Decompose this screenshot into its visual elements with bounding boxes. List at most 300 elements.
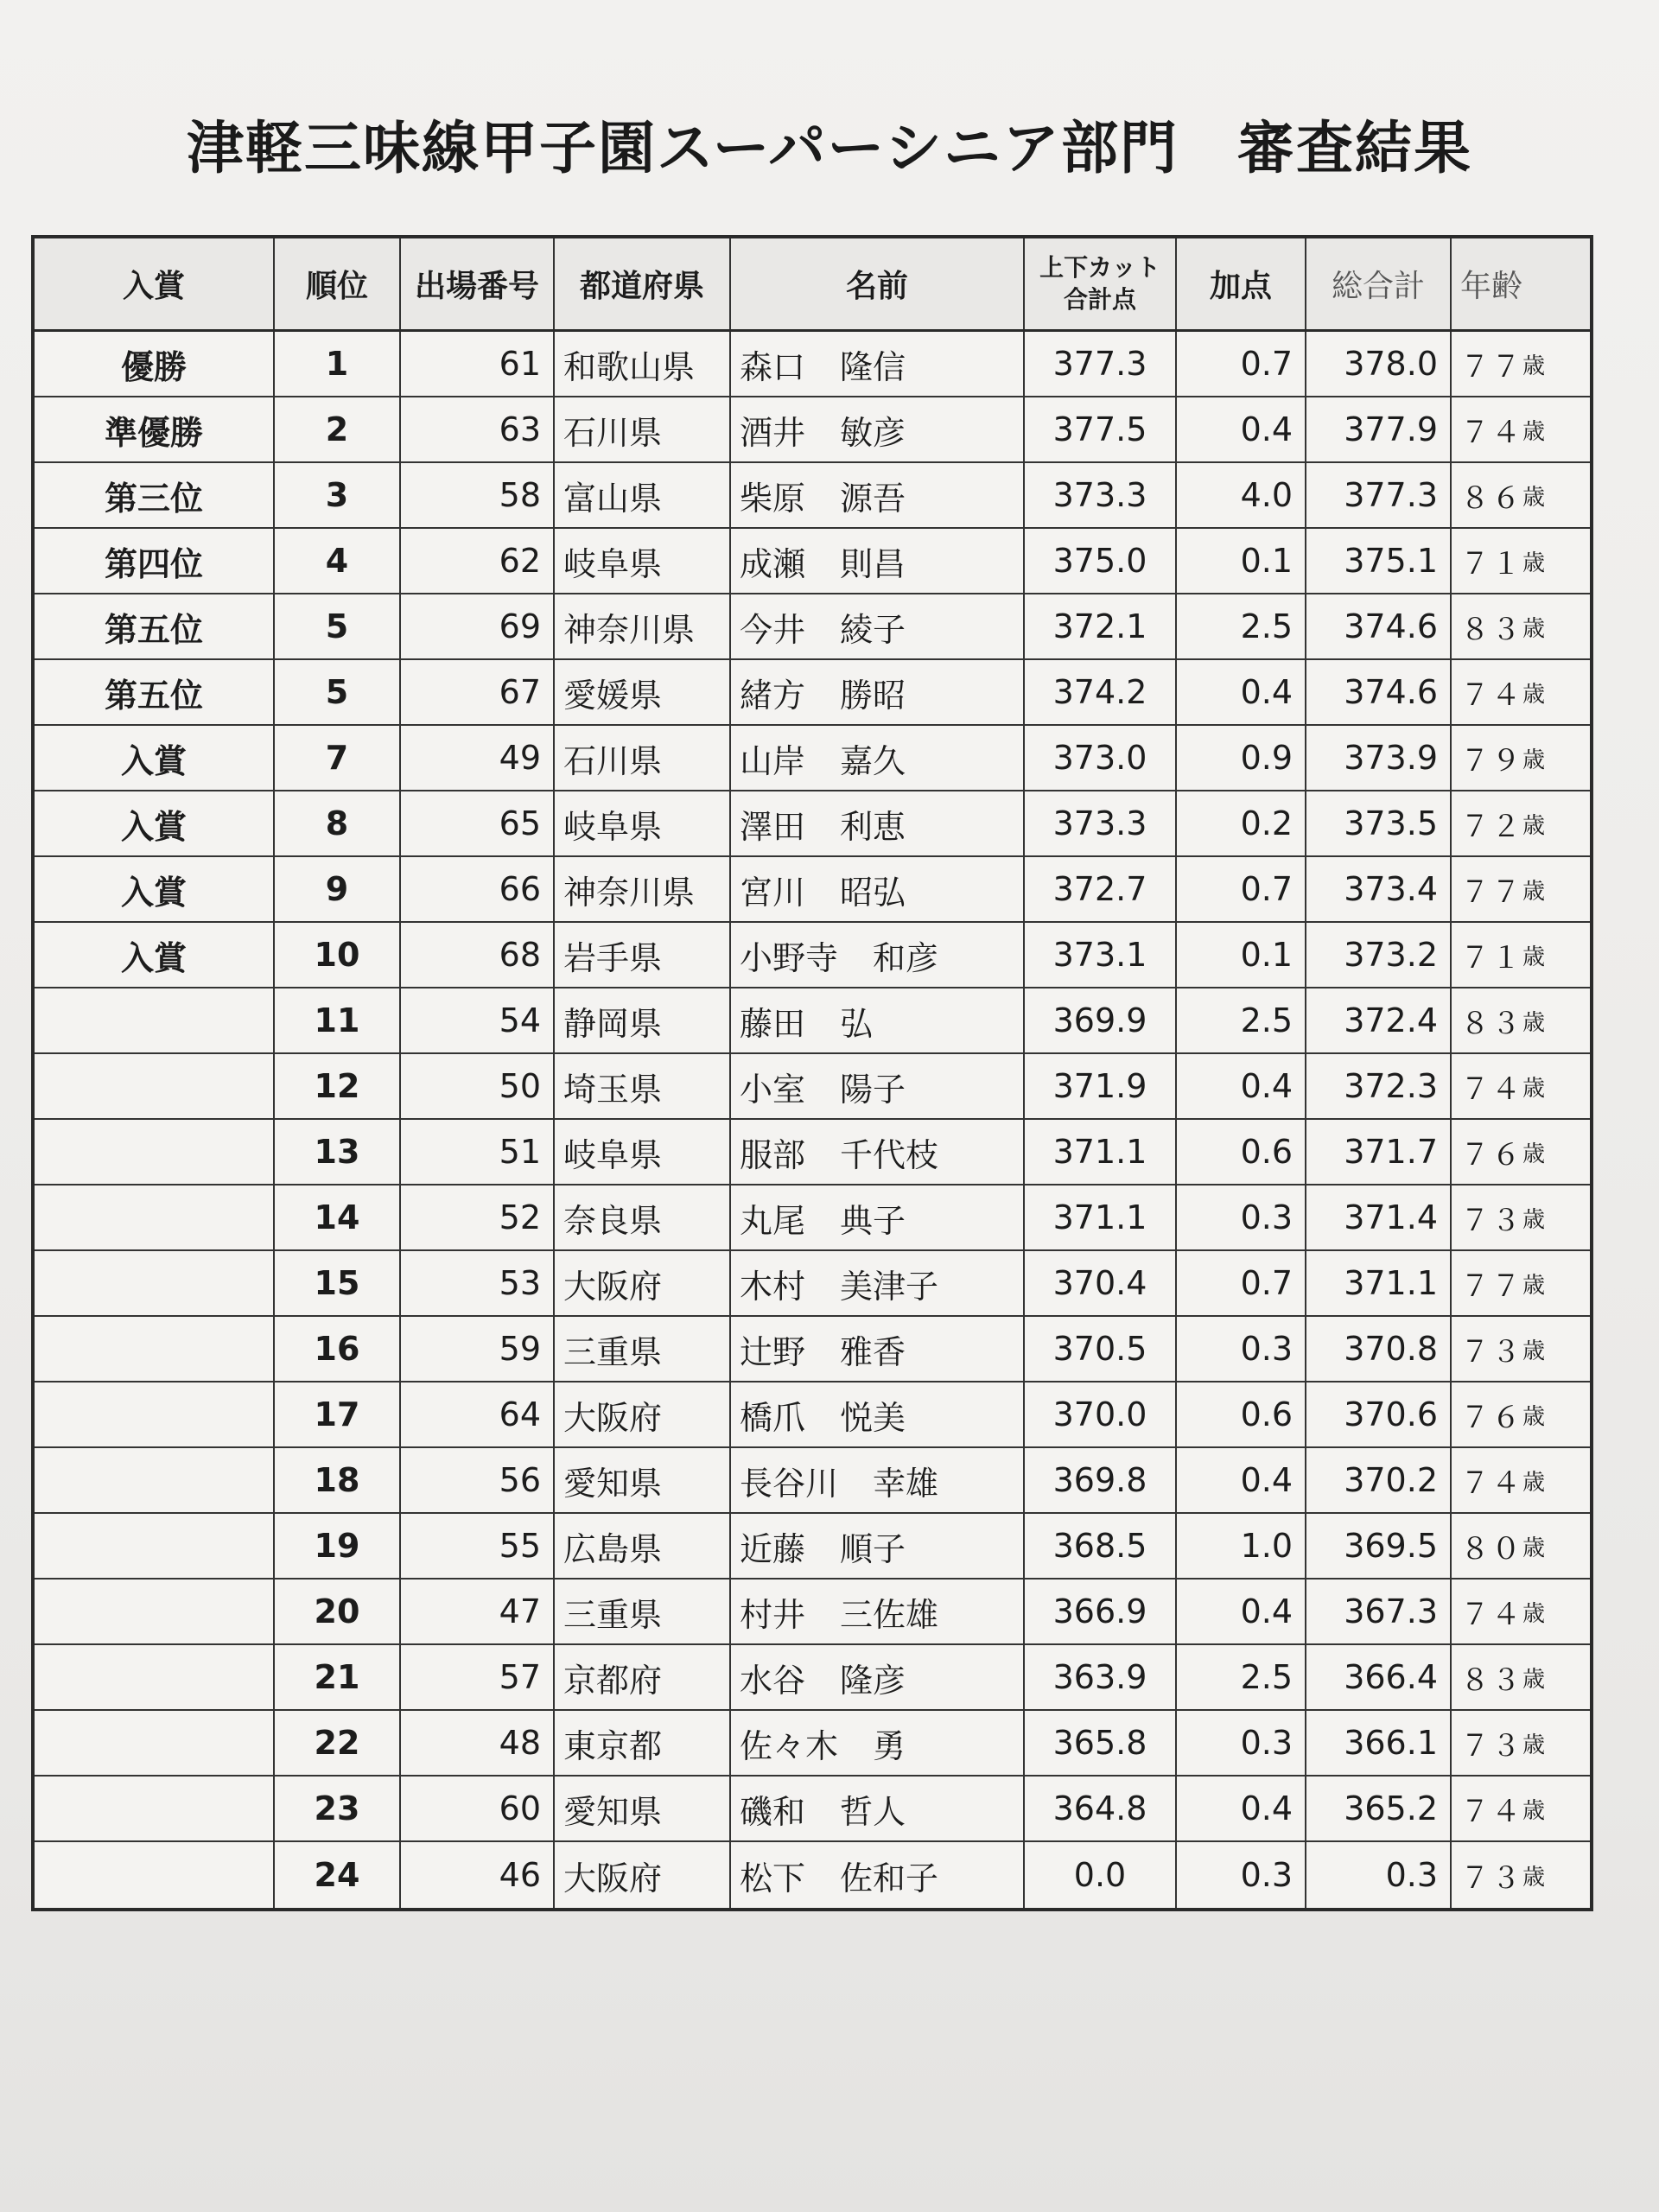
given-name: 和彦: [873, 938, 939, 977]
age-cell: [1452, 1514, 1590, 1578]
age-unit: 歳: [1522, 418, 1548, 445]
award-cell: [35, 1054, 275, 1118]
age-value: ７３: [1460, 1860, 1522, 1896]
age-cell: [1452, 1185, 1590, 1249]
bonus-cell: 0.1: [1177, 923, 1306, 987]
family-name: 宮川: [740, 873, 806, 912]
entry-no-cell: 47: [401, 1580, 555, 1643]
table-row: [35, 1645, 1590, 1711]
entry-no-cell: 69: [401, 594, 555, 658]
total-cell: 370.8: [1306, 1317, 1452, 1381]
family-name: 水谷: [740, 1661, 806, 1700]
age-cell: [1452, 463, 1590, 527]
age-cell: [1452, 791, 1590, 855]
age-cell: [1452, 1251, 1590, 1315]
given-name: 敏彦: [840, 413, 906, 452]
age-value: ７１: [1460, 546, 1522, 582]
prefecture-cell: 愛知県: [555, 1448, 731, 1512]
given-name: 則昌: [840, 544, 906, 583]
age-value: ８０: [1460, 1531, 1522, 1567]
entry-no-cell: 62: [401, 529, 555, 593]
name-cell: [731, 1842, 1025, 1908]
rank-cell: 11: [275, 988, 401, 1052]
award-cell: 第五位: [35, 660, 275, 724]
total-cell: 0.3: [1306, 1842, 1452, 1908]
prefecture-cell: 広島県: [555, 1514, 731, 1578]
age-unit: 歳: [1522, 1403, 1548, 1430]
family-name: 村井: [740, 1595, 806, 1634]
age-value: ７４: [1460, 1071, 1522, 1107]
table-row: [35, 1711, 1590, 1777]
name-cell: [731, 1514, 1025, 1578]
name-cell: [731, 1251, 1025, 1315]
prefecture-cell: 岐阜県: [555, 791, 731, 855]
prefecture-cell: 富山県: [555, 463, 731, 527]
total-cell: 377.3: [1306, 463, 1452, 527]
given-name: 幸雄: [873, 1464, 939, 1503]
bonus-cell: 0.7: [1177, 857, 1306, 921]
name-cell: [731, 857, 1025, 921]
age-unit: 歳: [1522, 747, 1548, 773]
award-cell: 第五位: [35, 594, 275, 658]
header-cut-score: [1025, 238, 1177, 329]
award-cell: [35, 1448, 275, 1512]
name-cell: [731, 791, 1025, 855]
entry-no-cell: 48: [401, 1711, 555, 1775]
cut-score-cell: 373.3: [1025, 791, 1177, 855]
age-value: ７６: [1460, 1400, 1522, 1435]
award-cell: [35, 1580, 275, 1643]
entry-no-cell: 59: [401, 1317, 555, 1381]
age-cell: [1452, 1777, 1590, 1840]
age-unit: 歳: [1522, 1666, 1548, 1693]
age-unit: 歳: [1522, 944, 1548, 970]
bonus-cell: 0.3: [1177, 1317, 1306, 1381]
award-cell: [35, 1382, 275, 1446]
bonus-cell: 0.4: [1177, 1448, 1306, 1512]
table-row: [35, 1448, 1590, 1514]
rank-cell: 5: [275, 660, 401, 724]
table-row: [35, 1514, 1590, 1580]
given-name: 雅香: [840, 1332, 906, 1371]
prefecture-cell: 埼玉県: [555, 1054, 731, 1118]
total-cell: 375.1: [1306, 529, 1452, 593]
prefecture-cell: 愛知県: [555, 1777, 731, 1840]
bonus-cell: 1.0: [1177, 1514, 1306, 1578]
name-cell: [731, 332, 1025, 396]
bonus-cell: 0.7: [1177, 1251, 1306, 1315]
bonus-cell: 0.4: [1177, 660, 1306, 724]
rank-cell: 1: [275, 332, 401, 396]
total-cell: 373.9: [1306, 726, 1452, 790]
age-value: ７７: [1460, 1268, 1522, 1304]
table-row: [35, 660, 1590, 726]
cut-score-cell: 370.0: [1025, 1382, 1177, 1446]
given-name: 陽子: [840, 1070, 906, 1109]
cut-score-cell: 372.1: [1025, 594, 1177, 658]
total-cell: 369.5: [1306, 1514, 1452, 1578]
age-value: ７４: [1460, 1597, 1522, 1632]
rank-cell: 22: [275, 1711, 401, 1775]
age-unit: 歳: [1522, 615, 1548, 642]
age-cell: [1452, 1054, 1590, 1118]
bonus-cell: 0.7: [1177, 332, 1306, 396]
rank-cell: 5: [275, 594, 401, 658]
table-row: [35, 594, 1590, 660]
bonus-cell: 0.4: [1177, 1777, 1306, 1840]
prefecture-cell: 三重県: [555, 1317, 731, 1381]
name-cell: [731, 1382, 1025, 1446]
table-row: [35, 463, 1590, 529]
entry-no-cell: 61: [401, 332, 555, 396]
entry-no-cell: 51: [401, 1120, 555, 1184]
total-cell: 371.4: [1306, 1185, 1452, 1249]
cut-score-cell: 364.8: [1025, 1777, 1177, 1840]
age-cell: [1452, 1382, 1590, 1446]
age-cell: [1452, 923, 1590, 987]
award-cell: 入賞: [35, 726, 275, 790]
age-unit: 歳: [1522, 1075, 1548, 1102]
prefecture-cell: 大阪府: [555, 1251, 731, 1315]
award-cell: 第四位: [35, 529, 275, 593]
age-unit: 歳: [1522, 1535, 1548, 1561]
given-name: 昭弘: [840, 873, 906, 912]
given-name: 弘: [840, 1004, 874, 1043]
age-cell: [1452, 1645, 1590, 1709]
family-name: 佐々木: [740, 1726, 839, 1765]
award-cell: 入賞: [35, 923, 275, 987]
age-value: ８６: [1460, 480, 1522, 516]
age-cell: [1452, 1317, 1590, 1381]
page-title: 津軽三味線甲子園スーパーシニア部門 審査結果: [186, 115, 1473, 181]
total-cell: 366.1: [1306, 1711, 1452, 1775]
total-cell: 378.0: [1306, 332, 1452, 396]
given-name: 美津子: [840, 1267, 939, 1306]
rank-cell: 2: [275, 397, 401, 461]
age-cell: [1452, 1711, 1590, 1775]
cut-score-cell: 369.9: [1025, 988, 1177, 1052]
cut-score-cell: 373.3: [1025, 463, 1177, 527]
entry-no-cell: 68: [401, 923, 555, 987]
table-row: [35, 791, 1590, 857]
age-unit: 歳: [1522, 1469, 1548, 1496]
name-cell: [731, 1777, 1025, 1840]
family-name: 丸尾: [740, 1201, 806, 1240]
table-row: [35, 1054, 1590, 1120]
bonus-cell: 0.1: [1177, 529, 1306, 593]
rank-cell: 12: [275, 1054, 401, 1118]
bonus-cell: 2.5: [1177, 1645, 1306, 1709]
cut-score-cell: 366.9: [1025, 1580, 1177, 1643]
prefecture-cell: 大阪府: [555, 1382, 731, 1446]
entry-no-cell: 64: [401, 1382, 555, 1446]
name-cell: [731, 1054, 1025, 1118]
table-row: [35, 1842, 1590, 1908]
family-name: 澤田: [740, 807, 806, 846]
table-row: [35, 1777, 1590, 1842]
given-name: 隆信: [840, 347, 906, 386]
cut-score-cell: 377.3: [1025, 332, 1177, 396]
rank-cell: 4: [275, 529, 401, 593]
family-name: 松下: [740, 1859, 806, 1897]
bonus-cell: 0.6: [1177, 1120, 1306, 1184]
rank-cell: 21: [275, 1645, 401, 1709]
bonus-cell: 0.2: [1177, 791, 1306, 855]
age-cell: [1452, 529, 1590, 593]
age-value: ７３: [1460, 1334, 1522, 1370]
age-unit: 歳: [1522, 812, 1548, 839]
header-bonus: 加点: [1177, 238, 1306, 329]
age-unit: 歳: [1522, 353, 1548, 379]
age-unit: 歳: [1522, 484, 1548, 511]
entry-no-cell: 49: [401, 726, 555, 790]
bonus-cell: 2.5: [1177, 594, 1306, 658]
cut-score-cell: 370.5: [1025, 1317, 1177, 1381]
entry-no-cell: 54: [401, 988, 555, 1052]
header-rank: 順位: [275, 238, 401, 329]
cut-score-cell: 373.1: [1025, 923, 1177, 987]
bonus-cell: 0.9: [1177, 726, 1306, 790]
table-row: [35, 1580, 1590, 1645]
header-total: 総合計: [1306, 238, 1452, 329]
award-cell: [35, 1842, 275, 1908]
rank-cell: 15: [275, 1251, 401, 1315]
age-value: ７３: [1460, 1203, 1522, 1238]
rank-cell: 24: [275, 1842, 401, 1908]
bonus-cell: 0.4: [1177, 397, 1306, 461]
rank-cell: 13: [275, 1120, 401, 1184]
table-row: [35, 1317, 1590, 1382]
given-name: 勇: [873, 1726, 906, 1765]
family-name: 小室: [740, 1070, 806, 1109]
prefecture-cell: 神奈川県: [555, 857, 731, 921]
prefecture-cell: 静岡県: [555, 988, 731, 1052]
name-cell: [731, 988, 1025, 1052]
age-unit: 歳: [1522, 1864, 1548, 1891]
name-cell: [731, 923, 1025, 987]
rank-cell: 20: [275, 1580, 401, 1643]
total-cell: 374.6: [1306, 660, 1452, 724]
age-cell: [1452, 1448, 1590, 1512]
prefecture-cell: 三重県: [555, 1580, 731, 1643]
award-cell: [35, 1645, 275, 1709]
prefecture-cell: 石川県: [555, 726, 731, 790]
age-unit: 歳: [1522, 1272, 1548, 1299]
award-cell: 入賞: [35, 791, 275, 855]
given-name: 千代枝: [840, 1135, 939, 1174]
age-value: ７４: [1460, 1465, 1522, 1501]
age-unit: 歳: [1522, 1141, 1548, 1167]
prefecture-cell: 石川県: [555, 397, 731, 461]
family-name: 橋爪: [740, 1398, 806, 1437]
age-unit: 歳: [1522, 1600, 1548, 1627]
entry-no-cell: 67: [401, 660, 555, 724]
entry-no-cell: 53: [401, 1251, 555, 1315]
total-cell: 377.9: [1306, 397, 1452, 461]
name-cell: [731, 1120, 1025, 1184]
total-cell: 370.2: [1306, 1448, 1452, 1512]
given-name: 源吾: [840, 479, 906, 518]
family-name: 緒方: [740, 676, 806, 715]
given-name: 三佐雄: [840, 1595, 939, 1634]
age-unit: 歳: [1522, 878, 1548, 905]
prefecture-cell: 奈良県: [555, 1185, 731, 1249]
cut-score-cell: 368.5: [1025, 1514, 1177, 1578]
total-cell: 372.3: [1306, 1054, 1452, 1118]
entry-no-cell: 63: [401, 397, 555, 461]
cut-score-cell: 377.5: [1025, 397, 1177, 461]
family-name: 藤田: [740, 1004, 806, 1043]
age-cell: [1452, 594, 1590, 658]
total-cell: 365.2: [1306, 1777, 1452, 1840]
entry-no-cell: 66: [401, 857, 555, 921]
entry-no-cell: 60: [401, 1777, 555, 1840]
total-cell: 371.7: [1306, 1120, 1452, 1184]
age-unit: 歳: [1522, 550, 1548, 576]
name-cell: [731, 1448, 1025, 1512]
header-cut-score-line2: 合計点: [1063, 284, 1136, 314]
table-row: [35, 1185, 1590, 1251]
age-cell: [1452, 660, 1590, 724]
name-cell: [731, 1580, 1025, 1643]
name-cell: [731, 1645, 1025, 1709]
award-cell: [35, 1777, 275, 1840]
family-name: 山岸: [740, 741, 806, 780]
rank-cell: 8: [275, 791, 401, 855]
cut-score-cell: 371.9: [1025, 1054, 1177, 1118]
family-name: 酒井: [740, 413, 806, 452]
prefecture-cell: 大阪府: [555, 1842, 731, 1908]
prefecture-cell: 岐阜県: [555, 1120, 731, 1184]
rank-cell: 3: [275, 463, 401, 527]
age-value: ７４: [1460, 1794, 1522, 1829]
given-name: 勝昭: [840, 676, 906, 715]
family-name: 小野寺: [740, 938, 839, 977]
award-cell: [35, 1251, 275, 1315]
age-cell: [1452, 1842, 1590, 1908]
rank-cell: 16: [275, 1317, 401, 1381]
age-value: ８３: [1460, 612, 1522, 647]
cut-score-cell: 370.4: [1025, 1251, 1177, 1315]
total-cell: 373.4: [1306, 857, 1452, 921]
header-age: 年齢: [1460, 269, 1523, 304]
total-cell: 374.6: [1306, 594, 1452, 658]
prefecture-cell: 岩手県: [555, 923, 731, 987]
bonus-cell: 0.3: [1177, 1185, 1306, 1249]
bonus-cell: 2.5: [1177, 988, 1306, 1052]
cut-score-cell: 371.1: [1025, 1120, 1177, 1184]
rank-cell: 17: [275, 1382, 401, 1446]
total-cell: 370.6: [1306, 1382, 1452, 1446]
award-cell: [35, 1120, 275, 1184]
table-row: [35, 857, 1590, 923]
table-row: [35, 332, 1590, 397]
award-cell: [35, 1185, 275, 1249]
award-cell: 第三位: [35, 463, 275, 527]
age-value: ７７: [1460, 874, 1522, 910]
entry-no-cell: 55: [401, 1514, 555, 1578]
table-header-row: [35, 238, 1590, 332]
header-cut-score-line1: 上下カット: [1039, 253, 1160, 283]
family-name: 木村: [740, 1267, 806, 1306]
age-cell: [1452, 1580, 1590, 1643]
bonus-cell: 0.3: [1177, 1842, 1306, 1908]
award-cell: 準優勝: [35, 397, 275, 461]
given-name: 隆彦: [840, 1661, 906, 1700]
age-cell: [1452, 397, 1590, 461]
cut-score-cell: 371.1: [1025, 1185, 1177, 1249]
award-cell: [35, 1514, 275, 1578]
age-cell: [1452, 988, 1590, 1052]
rank-cell: 14: [275, 1185, 401, 1249]
age-value: ７６: [1460, 1137, 1522, 1173]
table-row: [35, 923, 1590, 988]
cut-score-cell: 363.9: [1025, 1645, 1177, 1709]
table-row: [35, 1120, 1590, 1185]
award-cell: [35, 1711, 275, 1775]
age-value: ７２: [1460, 809, 1522, 844]
given-name: 佐和子: [840, 1859, 939, 1897]
cut-score-cell: 0.0: [1025, 1842, 1177, 1908]
entry-no-cell: 65: [401, 791, 555, 855]
age-value: ８３: [1460, 1006, 1522, 1041]
results-table: [31, 235, 1593, 1911]
family-name: 磯和: [740, 1792, 806, 1831]
given-name: 悦美: [840, 1398, 906, 1437]
age-cell: [1452, 726, 1590, 790]
table-row: [35, 529, 1590, 594]
family-name: 長谷川: [740, 1464, 839, 1503]
table-row: [35, 397, 1590, 463]
name-cell: [731, 726, 1025, 790]
bonus-cell: 0.3: [1177, 1711, 1306, 1775]
given-name: 利恵: [840, 807, 906, 846]
bonus-cell: 0.4: [1177, 1580, 1306, 1643]
age-value: ７９: [1460, 743, 1522, 779]
age-value: ７４: [1460, 415, 1522, 450]
rank-cell: 23: [275, 1777, 401, 1840]
entry-no-cell: 57: [401, 1645, 555, 1709]
family-name: 柴原: [740, 479, 806, 518]
given-name: 典子: [840, 1201, 906, 1240]
header-prefecture: 都道府県: [555, 238, 731, 329]
given-name: 綾子: [840, 610, 906, 649]
bonus-cell: 4.0: [1177, 463, 1306, 527]
rank-cell: 19: [275, 1514, 401, 1578]
cut-score-cell: 374.2: [1025, 660, 1177, 724]
total-cell: 366.4: [1306, 1645, 1452, 1709]
rank-cell: 18: [275, 1448, 401, 1512]
given-name: 嘉久: [840, 741, 906, 780]
entry-no-cell: 58: [401, 463, 555, 527]
table-row: [35, 988, 1590, 1054]
name-cell: [731, 594, 1025, 658]
given-name: 順子: [840, 1529, 906, 1568]
age-value: ７４: [1460, 677, 1522, 713]
age-unit: 歳: [1522, 681, 1548, 708]
given-name: 哲人: [840, 1792, 906, 1831]
age-unit: 歳: [1522, 1206, 1548, 1233]
family-name: 森口: [740, 347, 806, 386]
table-row: [35, 1382, 1590, 1448]
age-unit: 歳: [1522, 1732, 1548, 1758]
header-award: 入賞: [35, 238, 275, 329]
family-name: 今井: [740, 610, 806, 649]
header-entry-no: 出場番号: [401, 238, 555, 329]
name-cell: [731, 1185, 1025, 1249]
family-name: 服部: [740, 1135, 806, 1174]
age-value: ８３: [1460, 1662, 1522, 1698]
